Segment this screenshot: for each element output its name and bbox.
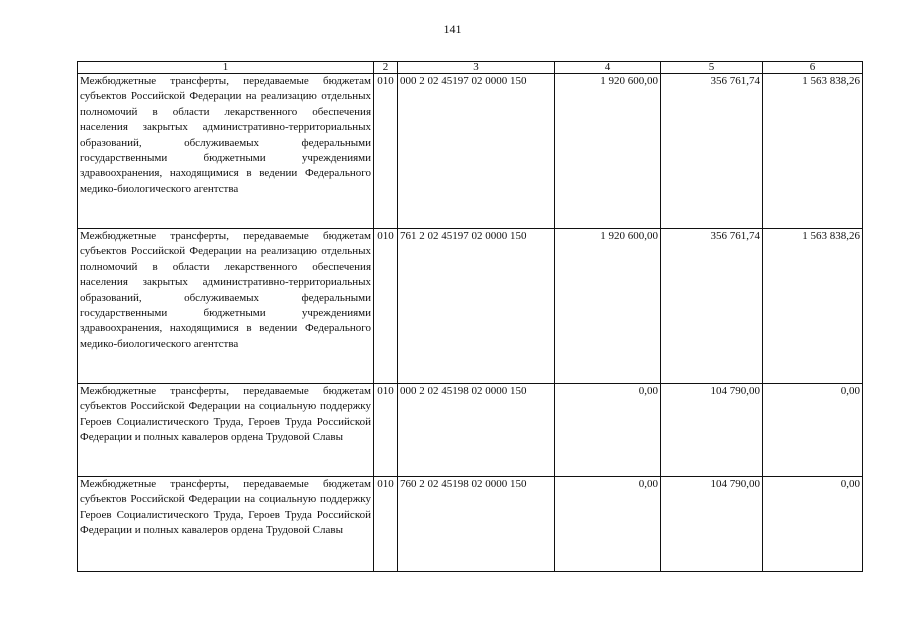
budget-table [77, 61, 863, 572]
row-description: Межбюджетные трансферты, передаваемые бюджетам субъектов Российской Федерации на реализацию отдельных полномочий в области лекарственного обеспечения населения закрытых административно-территориальных образований, обслуживаемых федеральными государственными бюджетными учреждениями здравоохранения, находящимися в ведении Федерального медико-биологического агентства [78, 74, 374, 229]
table-row [78, 384, 863, 477]
column-header-3: 3 [398, 62, 555, 74]
row-section-code: 010 [374, 74, 398, 229]
table-row [78, 74, 863, 229]
column-header-6: 6 [763, 62, 863, 74]
row-value-col6: 0,00 [763, 477, 863, 572]
page-number: 141 [443, 22, 462, 36]
row-value-col6: 1 563 838,26 [763, 74, 863, 229]
row-value-col5: 104 790,00 [661, 477, 763, 572]
column-header-2: 2 [374, 62, 398, 74]
row-value-col6: 0,00 [763, 384, 863, 477]
column-header-4: 4 [555, 62, 661, 74]
row-section-code: 010 [374, 384, 398, 477]
table-row [78, 229, 863, 384]
row-description: Межбюджетные трансферты, передаваемые бюджетам субъектов Российской Федерации на реализацию отдельных полномочий в области лекарственного обеспечения населения закрытых административно-территориальных образований, обслуживаемых федеральными государственными бюджетными учреждениями здравоохранения, находящимися в ведении Федерального медико-биологического агентства [78, 229, 374, 384]
row-section-code: 010 [374, 229, 398, 384]
row-value-col4: 0,00 [555, 477, 661, 572]
row-budget-code: 760 2 02 45198 02 0000 150 [398, 477, 555, 572]
row-value-col4: 0,00 [555, 384, 661, 477]
row-budget-code: 761 2 02 45197 02 0000 150 [398, 229, 555, 384]
row-value-col5: 356 761,74 [661, 74, 763, 229]
row-description: Межбюджетные трансферты, передаваемые бюджетам субъектов Российской Федерации на социальную поддержку Героев Социалистического Труда, Героев Труда Российской Федерации и полных кавалеров ордена Трудовой Славы [78, 477, 374, 572]
row-value-col6: 1 563 838,26 [763, 229, 863, 384]
table-row [78, 477, 863, 572]
row-section-code: 010 [374, 477, 398, 572]
row-value-col5: 356 761,74 [661, 229, 763, 384]
column-header-1: 1 [78, 62, 374, 74]
row-description: Межбюджетные трансферты, передаваемые бюджетам субъектов Российской Федерации на социальную поддержку Героев Социалистического Труда, Героев Труда Российской Федерации и полных кавалеров ордена Трудовой Славы [78, 384, 374, 477]
row-value-col4: 1 920 600,00 [555, 229, 661, 384]
row-budget-code: 000 2 02 45197 02 0000 150 [398, 74, 555, 229]
table-header-row [78, 62, 863, 74]
row-value-col4: 1 920 600,00 [555, 74, 661, 229]
row-budget-code: 000 2 02 45198 02 0000 150 [398, 384, 555, 477]
column-header-5: 5 [661, 62, 763, 74]
row-value-col5: 104 790,00 [661, 384, 763, 477]
